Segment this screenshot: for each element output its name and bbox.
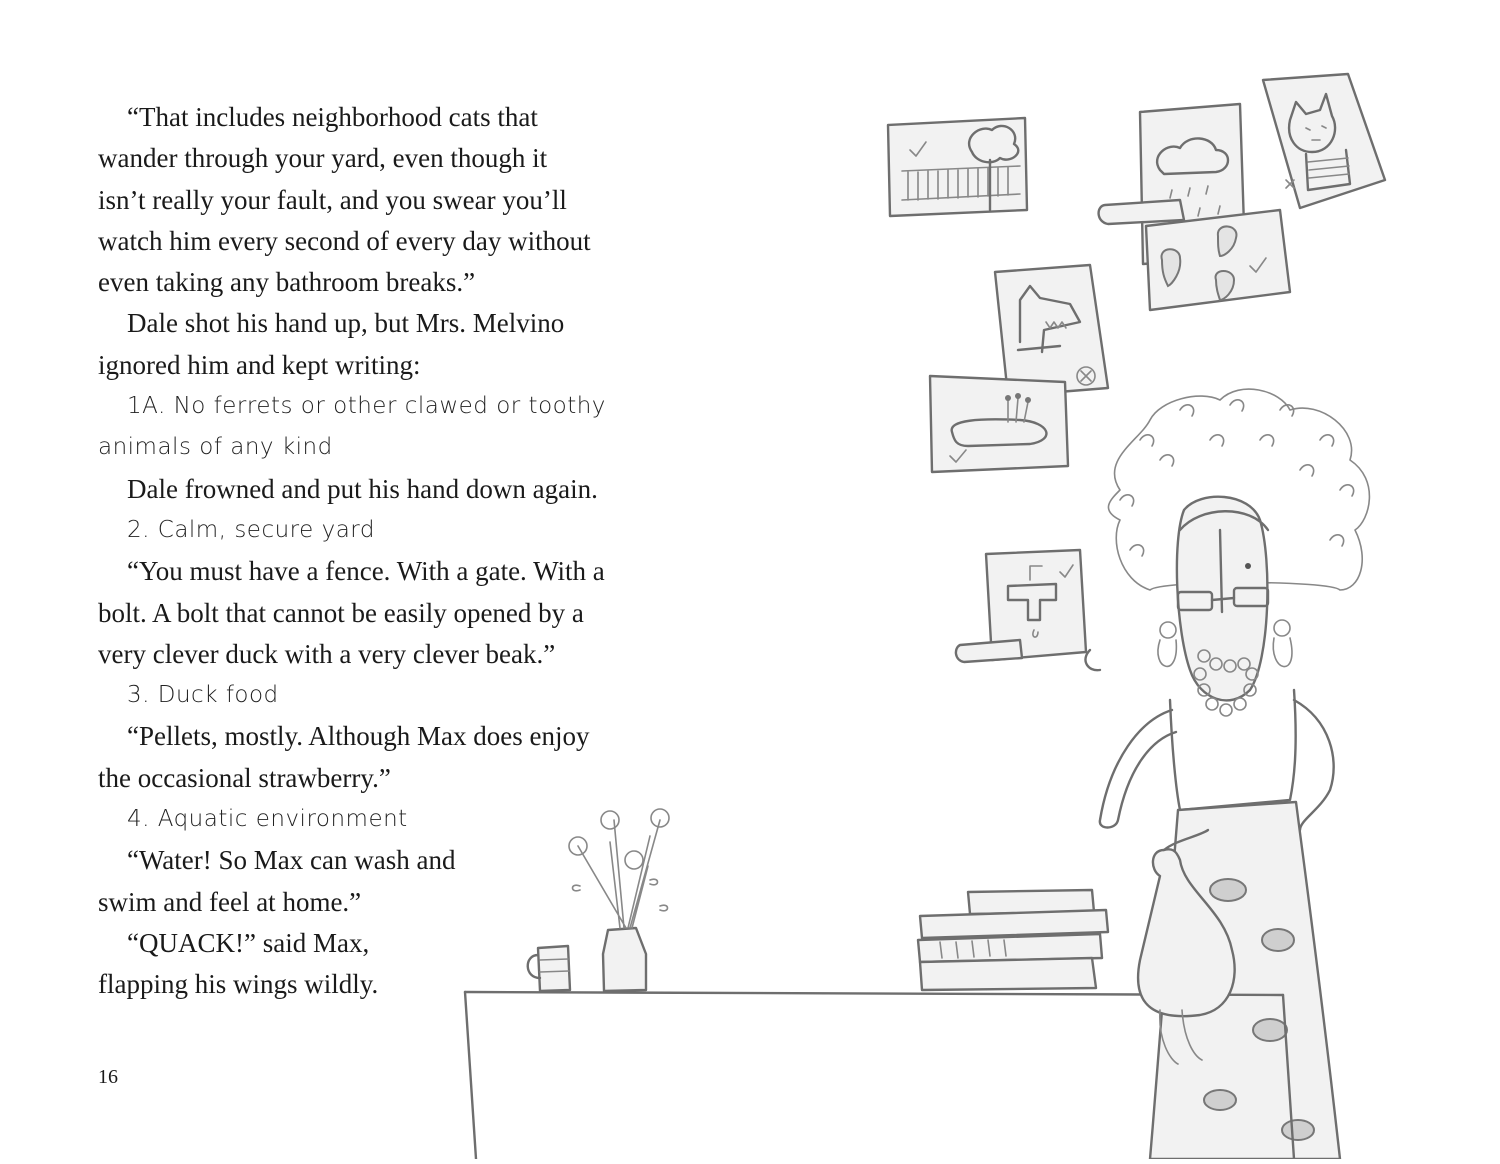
text-line: bolt. A bolt that cannot be easily opened by a <box>98 597 584 628</box>
poster-faucet-icon <box>956 550 1086 662</box>
flower-vase-icon <box>569 809 669 991</box>
text-line: flapping his wings wildly. <box>98 969 379 1000</box>
books-stack-icon <box>918 890 1108 990</box>
text-line: even taking any bathroom breaks.” <box>98 267 476 298</box>
text-line: very clever duck with a very clever beak.” <box>98 638 556 669</box>
text-line: “That includes neighborhood cats that <box>127 102 538 132</box>
mug-icon <box>528 946 570 991</box>
text-line: swim and feel at home.” <box>98 886 362 917</box>
text-line: 2. Calm, secure yard <box>127 516 375 543</box>
text-line: 3. Duck food <box>127 682 279 709</box>
text-line: watch him every second of every day without <box>98 225 591 256</box>
text-line: 4. Aquatic environment <box>127 806 408 833</box>
mrs-melvino-figure-icon <box>1085 497 1340 1159</box>
text-line: wander through your yard, even though it <box>98 143 548 174</box>
poster-strawberries-icon <box>1146 210 1290 310</box>
text-line: animals of any kind <box>98 434 333 461</box>
text-line: the occasional strawberry.” <box>98 762 391 793</box>
text-line: “Water! So Max can wash and <box>127 845 456 876</box>
poster-pincushion-icon <box>930 376 1068 472</box>
poster-dog-icon <box>995 265 1108 396</box>
text-line: isn’t really your fault, and you swear you’ll <box>98 184 567 215</box>
text-line: ignored him and kept writing: <box>98 349 421 380</box>
pencil-illustration <box>460 60 1500 1159</box>
text-line: “QUACK!” said Max, <box>127 927 370 958</box>
text-line: 1A. No ferrets or other clawed or toothy <box>127 393 606 420</box>
poster-cat-icon <box>1263 74 1385 208</box>
poster-tree-fence-icon <box>888 118 1027 216</box>
text-line: “Pellets, mostly. Although Max does enjoy <box>127 721 590 752</box>
page-number: 16 <box>98 1066 118 1088</box>
text-line: Dale shot his hand up, but Mrs. Melvino <box>127 308 565 339</box>
text-line: Dale frowned and put his hand down again. <box>127 473 598 504</box>
text-line: “You must have a fence. With a gate. With a <box>127 556 605 587</box>
